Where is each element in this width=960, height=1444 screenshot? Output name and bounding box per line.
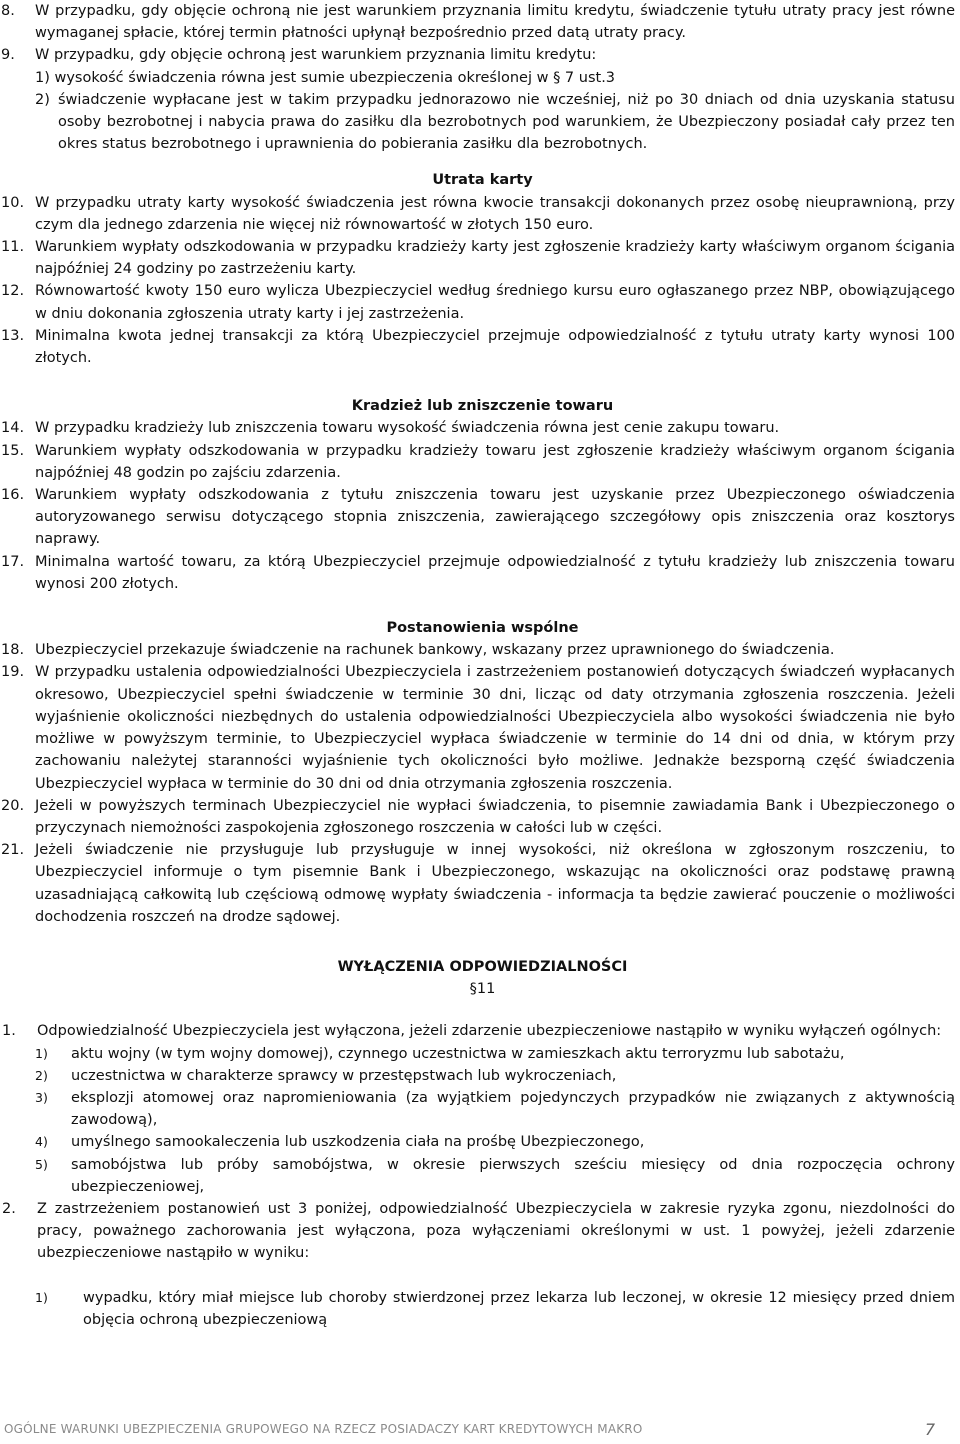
section-heading-postanowienia: Postanowienia wspólne <box>386 620 579 637</box>
clause-15 <box>1 440 955 484</box>
clause-text: Odpowiedzialność Ubezpieczyciela jest wyłączona, jeżeli zdarzenie ubezpieczeniowe nastąpiło w wyniku wyłączeń ogólnych: <box>37 1023 942 1040</box>
clause-19 <box>1 661 955 794</box>
exclusion-1-item-3 <box>10 1087 955 1131</box>
clause-item-text: 1) wysokość świadczenia równa jest sumie ubezpieczenia określonej w § 7 ust.3 <box>35 69 616 86</box>
document-body <box>1 0 955 1331</box>
exclusion-1-item-2 <box>10 1065 955 1087</box>
clause-number: 20. <box>1 797 25 814</box>
section-heading-kradziez: Kradzież lub zniszczenie towaru <box>351 398 614 415</box>
clause-text: W przypadku, gdy objęcie ochroną jest warunkiem przyznania limitu kredytu: <box>35 47 597 64</box>
clause-number: 12. <box>1 283 25 300</box>
clause-text: Jeżeli w powyższych terminach Ubezpieczyciel nie wypłaci świadczenia, to pisemnie zawiadamia Bank i Ubezpieczonego o przyczynach niemożności zaspokojenia zgłoszonego roszczenia w całości lub w części. <box>35 797 955 836</box>
clause-20 <box>1 795 955 839</box>
clause-number: 17. <box>1 553 25 570</box>
clause-number: 11. <box>1 239 25 256</box>
clause-text: W przypadku kradzieży lub zniszczenia towaru wysokość świadczenia równa jest cenie zakupu towaru. <box>35 420 780 437</box>
clause-number: 19. <box>1 664 25 681</box>
item-number: 3) <box>35 1089 48 1105</box>
clause-text: Ubezpieczyciel przekazuje świadczenie na rachunek bankowy, wskazany przez uprawnionego do świadczenia. <box>35 642 835 659</box>
section-heading-wylaczenia: WYŁĄCZENIA ODPOWIEDZIALNOŚCI <box>337 958 628 975</box>
item-number: 2) <box>35 91 50 108</box>
clause-number: 1. <box>2 1023 16 1040</box>
section-heading-utrata-karty: Utrata karty <box>432 172 533 189</box>
item-text: eksplozji atomowej oraz napromieniowania (za wyjątkiem pojedynczych przypadków nie związanych z aktywnością zawodową), <box>71 1089 955 1129</box>
exclusion-2-item-1 <box>10 1287 955 1331</box>
clause-13 <box>1 325 955 369</box>
clause-number: 2. <box>2 1200 16 1217</box>
clause-text: Jeżeli świadczenie nie przysługuje lub przysługuje w innej wysokości, niż określona w zgłoszonym roszczeniu, to Ubezpieczyciel informuje o tym pisemnie Bank i Ubezpieczonego, wskazując na okoliczności oraz podstawę prawną uzasadniającą całkowitą lub częściową odmowę wypłaty świadczenia - informacja ta będzie zawierać pouczenie o możliwości dochodzenia roszczeń na drodze sądowej. <box>35 842 955 925</box>
clause-11 <box>1 236 955 280</box>
clause-text: W przypadku utraty karty wysokość świadczenia jest równa kwocie transakcji dokonanych przez osobę nieuprawnioną, przy czym dla jednego zdarzenia nie więcej niż równowartość w złotych 150 euro. <box>35 194 955 233</box>
clause-number: 21. <box>1 842 25 859</box>
clause-12 <box>1 280 955 324</box>
clause-text: Równowartość kwoty 150 euro wylicza Ubezpieczyciel według średniego kursu euro ogłaszanego przez NBP, obowiązującego w dniu dokonania zgłoszenia utraty karty i jej zastrzeżenia. <box>35 283 955 322</box>
clause-text: Minimalna wartość towaru, za którą Ubezpieczyciel przejmuje odpowiedzialność z tytułu kradzieży lub zniszczenia towaru wynosi 200 złotych. <box>35 553 955 592</box>
clause-number: 18. <box>1 642 25 659</box>
footer-document-title: OGÓLNE WARUNKI UBEZPIECZENIA GRUPOWEGO NA RZECZ POSIADACZY KART KREDYTOWYCH MAKRO <box>4 1422 643 1436</box>
item-number: 5) <box>35 1156 48 1172</box>
clause-text: Minimalna kwota jednej transakcji za którą Ubezpieczyciel przejmuje odpowiedzialność z tytułu utraty karty wynosi 100 złotych. <box>35 327 955 367</box>
clause-10 <box>1 192 955 236</box>
item-number: 2) <box>35 1067 48 1083</box>
clause-21 <box>1 839 955 928</box>
clause-number: 13. <box>1 327 25 344</box>
page-number: 7 <box>924 1420 935 1439</box>
clause-number: 16. <box>1 487 25 504</box>
clause-number: 8. <box>1 3 15 19</box>
item-number: 1) <box>35 1289 48 1305</box>
clause-8 <box>1 0 955 44</box>
clause-number: 15. <box>1 442 25 459</box>
exclusion-1-item-1 <box>10 1043 955 1065</box>
clause-text: W przypadku, gdy objęcie ochroną nie jest warunkiem przyznania limitu kredytu, świadczenie tytułu utraty pracy jest równe wymaganej spłacie, której termin płatności upłynął bezpośrednio przed datą utraty pracy. <box>35 3 955 42</box>
item-number: 4) <box>35 1134 48 1150</box>
item-text: uczestnictwa w charakterze sprawcy w przestępstwach lub wykroczeniach, <box>71 1067 617 1084</box>
clause-9-item-2 <box>10 89 955 156</box>
exclusion-1 <box>2 1020 955 1042</box>
exclusion-1-item-4 <box>10 1131 955 1153</box>
item-number: 1) <box>35 1045 48 1061</box>
clause-17 <box>1 551 955 595</box>
clause-text: Warunkiem wypłaty odszkodowania w przypadku kradzieży towaru jest zgłoszenie kradzieży właściwym organom ścigania najpóźniej 48 godzin po zajściu zdarzenia. <box>35 442 955 481</box>
item-text: umyślnego samookaleczenia lub uszkodzenia ciała na prośbę Ubezpieczonego, <box>71 1134 645 1151</box>
clause-18 <box>1 639 955 661</box>
item-text: wypadku, który miał miejsce lub choroby stwierdzonej przez lekarza lub leczonej, w okresie 12 miesięcy przed dniem objęcia ochroną ubezpieczeniową <box>83 1289 955 1328</box>
clause-14 <box>1 417 955 439</box>
clause-number: 14. <box>1 420 25 437</box>
clause-number: 10. <box>1 194 25 211</box>
exclusion-1-item-5 <box>10 1154 955 1198</box>
clause-text: Warunkiem wypłaty odszkodowania w przypadku kradzieży karty jest zgłoszenie kradzieży karty właściwym organom ścigania najpóźniej 24 godziny po zastrzeżeniu karty. <box>35 239 955 278</box>
page-footer <box>0 1420 960 1440</box>
clause-9 <box>1 44 955 66</box>
exclusion-2 <box>2 1198 955 1265</box>
item-text: samobójstwa lub próby samobójstwa, w okresie pierwszych sześciu miesięcy od dnia rozpoczęcia ochrony ubezpieczeniowej, <box>71 1156 955 1195</box>
clause-16 <box>1 484 955 551</box>
item-text: aktu wojny (w tym wojny domowej), czynnego uczestnictwa w zamieszkach aktu terroryzmu lub sabotażu, <box>71 1045 845 1062</box>
clause-text: Warunkiem wypłaty odszkodowania z tytułu zniszczenia towaru jest uzyskanie przez Ubezpieczonego oświadczenia autoryzowanego serwisu dotyczącego stopnia zniszczenia, zawierającego szczegółowy opis zniszczenia oraz kosztorys naprawy. <box>35 487 955 548</box>
clause-number: 9. <box>1 47 15 64</box>
clause-item-text: świadczenie wypłacane jest w takim przypadku jednorazowo nie wcześniej, niż po 30 dniach od dnia uzyskania statusu osoby bezrobotnej i nabycia prawa do zasiłku dla bezrobotnych pod warunkiem, że Ubezpieczony posiadał cały przez ten okres status bezrobotnego i uprawnienia do pobierania zasiłku dla bezrobotnych. <box>58 91 955 153</box>
clause-text: Z zastrzeżeniem postanowień ust 3 poniżej, odpowiedzialność Ubezpieczyciela w zakresie ryzyka zgonu, niezdolności do pracy, poważnego zachorowania jest wyłączona, poza wyłączeniami określonymi w ust. 1 powyżej, jeżeli zdarzenie ubezpieczeniowe nastąpiło w wyniku: <box>37 1200 955 1262</box>
clause-text: W przypadku ustalenia odpowiedzialności Ubezpieczyciela i zastrzeżeniem postanowień dotyczących świadczeń wypłacanych okresowo, Ubezpieczyciel spełni świadczenie w terminie 30 dni, licząc od daty otrzymania zgłoszenia roszczenia. Jeżeli wyjaśnienie okoliczności niezbędnych do ustalenia odpowiedzialności Ubezpieczyciela albo wysokości świadczenia nie było możliwe w powyższym terminie, to Ubezpieczyciel wypłaca świadczenie w terminie do 14 dni od dnia, w którym przy zachowaniu należytej staranności wyjaśnienie tych okoliczności było możliwe. Jednakże bezsporną część świadczenia Ubezpieczyciel wypłaca w terminie do 30 dni od dnia otrzymania zgłoszenia roszczenia. <box>35 664 955 792</box>
clause-9-item-1 <box>10 67 955 89</box>
paragraph-sign-11: §11 <box>469 981 496 998</box>
